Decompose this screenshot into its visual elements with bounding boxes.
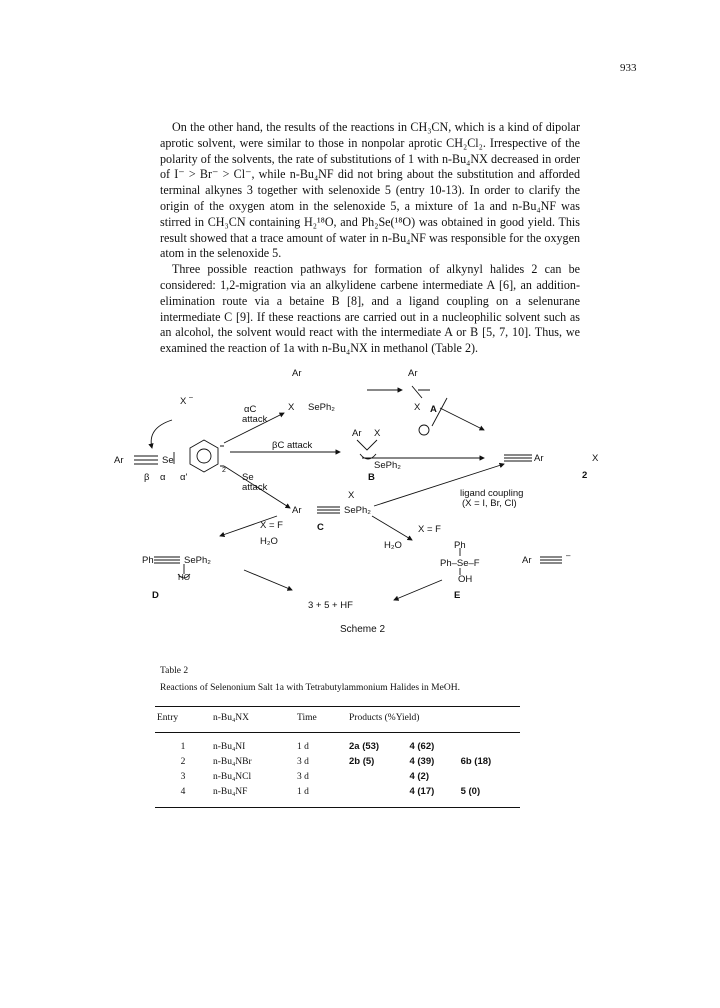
cell-product-2: 4 (17) <box>409 786 435 797</box>
cell-time: 1 d <box>297 741 309 752</box>
beta-label: β <box>144 472 150 483</box>
label-d: D <box>152 590 159 601</box>
svg-text:–: – <box>189 394 193 401</box>
beta-c-attack-label: βC attack <box>272 440 313 451</box>
body-text <box>160 120 580 357</box>
cell-product-3: 6b (18) <box>460 756 492 767</box>
h2o-right: H₂O <box>384 540 402 551</box>
x-eq-f-right: X = F <box>418 524 441 535</box>
cell-product-3 <box>459 733 520 755</box>
seph2-top-label: SePh₂ <box>308 402 335 413</box>
ligand-x-label: (X = I, Br, Cl) <box>462 498 517 509</box>
ar-top-label: Ar <box>292 368 302 379</box>
ar-anion-label: Ar <box>522 555 532 566</box>
se-attack-label-2: attack <box>242 482 268 493</box>
table-header-row <box>155 707 520 733</box>
cell-time: 3 d <box>297 771 309 782</box>
cell-reagent: n-Bu₄NBr <box>213 756 252 767</box>
ar-label: Ar <box>114 455 124 466</box>
cell-product-1 <box>347 784 407 808</box>
table-row <box>155 784 520 808</box>
cell-product-2: 4 (62) <box>409 741 435 752</box>
seph2-b-label: SePh₂ <box>374 460 401 471</box>
svg-text:–: – <box>566 551 571 560</box>
products-label: 3 + 5 + HF <box>308 600 353 611</box>
x-minus-label: X <box>180 396 187 407</box>
results-table <box>155 706 520 808</box>
subscript-2: 2 <box>222 467 226 474</box>
cell-entry: 4 <box>180 786 186 797</box>
seph2-d-label: SePh₂ <box>184 555 211 566</box>
table-caption: Reactions of Selenonium Salt 1a with Tetrabutylammonium Halides in MeOH. <box>160 683 460 693</box>
x-eq-f-left: X = F <box>260 520 283 531</box>
oh-e-label: OH <box>458 574 473 585</box>
attack-label: attack <box>242 414 268 425</box>
se-attack-label: Se <box>242 472 254 483</box>
cell-product-1 <box>347 769 407 784</box>
header-reagent: n-Bu₄NX <box>213 713 250 723</box>
seph2-c-label: SePh₂ <box>344 505 371 516</box>
curved-arrow <box>151 420 172 448</box>
alpha-label: α <box>160 472 166 483</box>
cell-product-3: 5 (0) <box>460 786 481 797</box>
h2o-left: H₂O <box>260 536 278 547</box>
cell-product-1: 2a (53) <box>349 741 380 752</box>
cell-time: 3 d <box>297 756 309 767</box>
ph-e-label: Ph <box>454 540 466 551</box>
table-row <box>155 769 520 784</box>
cell-reagent: n-Bu₄NI <box>213 741 246 752</box>
cell-product-1: 2b (5) <box>349 756 375 767</box>
label-2: 2 <box>582 470 588 481</box>
cell-reagent: n-Bu₄NCl <box>213 771 252 782</box>
ar-product-label: Ar <box>534 453 544 464</box>
header-products: Products (%Yield) <box>349 713 420 723</box>
cell-entry: 1 <box>180 741 186 752</box>
label-e: E <box>454 590 461 601</box>
ar-b-label: Ar <box>352 428 362 439</box>
alpha-prime-label: α' <box>180 472 188 483</box>
page-number: 933 <box>620 62 637 74</box>
cell-product-2: 4 (2) <box>409 771 430 782</box>
label-a: A <box>430 404 437 415</box>
benzene-ring <box>190 440 218 472</box>
x-b-label: X <box>374 428 381 439</box>
ar-carbene-label: Ar <box>408 368 418 379</box>
label-c: C <box>317 522 324 533</box>
alpha-c-label: αC <box>244 404 257 415</box>
x-top-label: X <box>288 402 295 413</box>
scheme-caption: Scheme 2 <box>340 624 386 635</box>
x-carbene-label: X <box>414 402 421 413</box>
ho-d-label: HO <box>178 573 190 582</box>
cell-entry: 3 <box>180 771 186 782</box>
ligand-coupling-label: ligand coupling <box>460 488 524 499</box>
cell-product-3 <box>459 769 520 784</box>
ar-c-label: Ar <box>292 505 302 516</box>
cell-entry: 2 <box>180 756 186 767</box>
label-b: B <box>368 472 375 483</box>
paragraph-2: Three possible reaction pathways for formation of alkynyl halides 2 can be considered: 1,2-migration via an alkylidene carbene intermediate A [6], an addition-elimination route via a betaine B [8], and a ligand coupling on a selenurane intermediate C [9]. If these reactions are carried out in a nucleophilic solvent such as an alcohol, the solvent would react with the intermediate A or B [5, 7, 10]. Thus, we examined the reaction of 1a with n-Bu₄NX in methanol (Table 2). <box>160 262 580 356</box>
ph-d-label: Ph <box>142 555 154 566</box>
cell-reagent: n-Bu₄NF <box>213 786 248 797</box>
x-product-label: X <box>592 453 599 464</box>
x-c-label: X <box>348 490 355 501</box>
ph-se-f-label: Ph–Se–F <box>440 558 480 569</box>
table-label: Table 2 <box>160 666 189 676</box>
table-row <box>155 754 520 769</box>
reaction-scheme <box>112 368 612 618</box>
cell-time: 1 d <box>297 786 309 797</box>
se-plus-label: Se <box>162 455 174 466</box>
header-entry: Entry <box>157 713 179 723</box>
cell-product-2: 4 (39) <box>409 756 435 767</box>
paragraph-1: On the other hand, the results of the reactions in CH₃CN, which is a kind of dipolar aprotic solvent, were similar to those in nonpolar aprotic CH₂Cl₂. Irrespective of the polarity of the solvents, the rate of substitutions of 1 with n-Bu₄NX decreased in order of I⁻ > Br⁻ > Cl⁻, while n-Bu₄NF did not bring about the substitution and afforded terminal alkynes 3 together with selenoxide 5 (entry 10-13). In order to clarify the origin of the oxygen atom in the selenoxide 5, a mixture of 1a and n-Bu₄NF was stirred in CH₃CN containing H₂¹⁸O, and Ph₂Se(¹⁸O) was obtained in good yield. This result showed that a trace amount of water in n-Bu₄NF was responsible for the oxygen atom in the selenoxide 5. <box>160 120 580 261</box>
table-row <box>155 733 520 755</box>
header-time: Time <box>297 713 317 723</box>
